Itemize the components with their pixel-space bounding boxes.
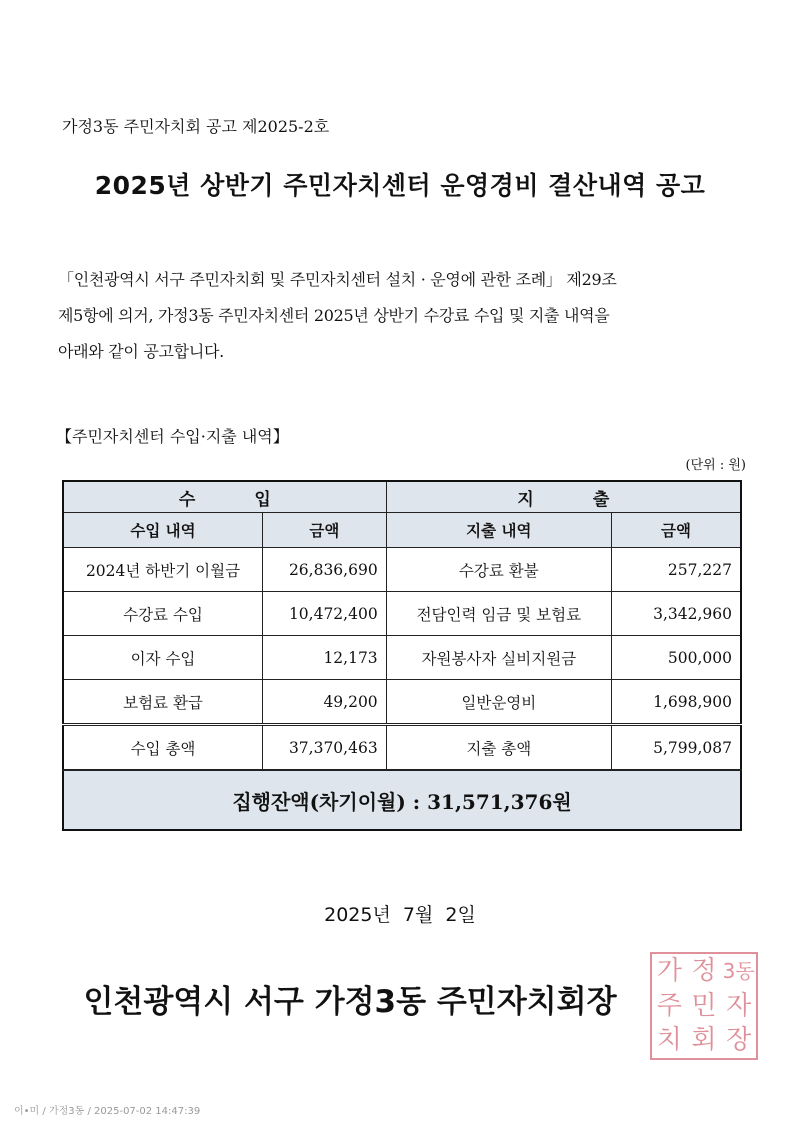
- body-text: [58, 262, 788, 370]
- income-amount: 10,472,400: [263, 592, 387, 636]
- column-header: 금액: [263, 513, 387, 548]
- notice-date: 2025년 7월 2일: [324, 904, 476, 926]
- income-total-label: 수입 총액: [63, 725, 263, 771]
- print-footer: 이•미 / 가정3동 / 2025-07-02 14:47:39: [14, 1106, 201, 1117]
- stamp-glyph: 자: [726, 990, 752, 1021]
- income-amount: 12,173: [263, 636, 387, 680]
- income-expense-table: [62, 480, 742, 831]
- income-item: 이자 수입: [63, 636, 263, 680]
- income-header: 수 입: [63, 481, 386, 513]
- official-seal-stamp: [650, 952, 758, 1060]
- section-title: 【주민자치센터 수입·지출 내역】: [56, 427, 289, 446]
- expense-amount: 3,342,960: [611, 592, 741, 636]
- income-total: 37,370,463: [263, 725, 387, 771]
- signer: 인천광역시 서구 가정3동 주민자치회장: [83, 984, 617, 1020]
- table-row: [63, 636, 741, 680]
- expense-item: 일반운영비: [386, 680, 611, 725]
- income-item: 수강료 수입: [63, 592, 263, 636]
- stamp-glyph: 민: [691, 990, 717, 1021]
- expense-header: 지 출: [386, 481, 741, 513]
- column-header: 수입 내역: [63, 513, 263, 548]
- income-amount: 49,200: [263, 680, 387, 725]
- stamp-glyph: 가: [656, 956, 682, 986]
- expense-total: 5,799,087: [611, 725, 741, 771]
- document-title: 2025년 상반기 주민자치센터 운영경비 결산내역 공고: [94, 171, 706, 200]
- expense-item: 수강료 환불: [386, 548, 611, 592]
- expense-item: 전담인력 임금 및 보험료: [386, 592, 611, 636]
- body-line: 「인천광역시 서구 주민자치회 및 주민자치센터 설치 · 운영에 관한 조례」 제29조: [58, 270, 617, 289]
- table-row: [63, 680, 741, 725]
- income-item: 2024년 하반기 이월금: [63, 548, 263, 592]
- stamp-glyph: 장: [726, 1025, 752, 1056]
- balance-row: [63, 770, 741, 830]
- income-amount: 26,836,690: [263, 548, 387, 592]
- expense-item: 자원봉사자 실비지원금: [386, 636, 611, 680]
- expense-amount: 257,227: [611, 548, 741, 592]
- expense-amount: 500,000: [611, 636, 741, 680]
- stamp-glyph: 정: [691, 956, 717, 986]
- table-row: [63, 592, 741, 636]
- table-row: [63, 548, 741, 592]
- expense-total-label: 지출 총액: [386, 725, 611, 771]
- table-header-row: [63, 481, 741, 513]
- body-line: 아래와 같이 공고합니다.: [58, 342, 224, 361]
- stamp-glyph: 회: [691, 1025, 717, 1056]
- stamp-glyph: 치: [656, 1025, 682, 1056]
- income-item: 보험료 환급: [63, 680, 263, 725]
- stamp-glyph: 3동: [722, 959, 755, 983]
- body-line: 제5항에 의거, 가정3동 주민자치센터 2025년 상반기 수강료 수입 및 지출 내역을: [58, 306, 610, 325]
- column-header: 지출 내역: [386, 513, 611, 548]
- notice-number: 가정3동 주민자치회 공고 제2025-2호: [62, 117, 330, 136]
- column-header: 금액: [611, 513, 741, 548]
- expense-amount: 1,698,900: [611, 680, 741, 725]
- total-row: [63, 725, 741, 771]
- unit-label: (단위 : 원): [685, 458, 746, 473]
- table-subheader-row: [63, 513, 741, 548]
- stamp-glyph: 주: [656, 990, 682, 1021]
- balance: 집행잔액(차기이월) : 31,571,376원: [63, 770, 741, 830]
